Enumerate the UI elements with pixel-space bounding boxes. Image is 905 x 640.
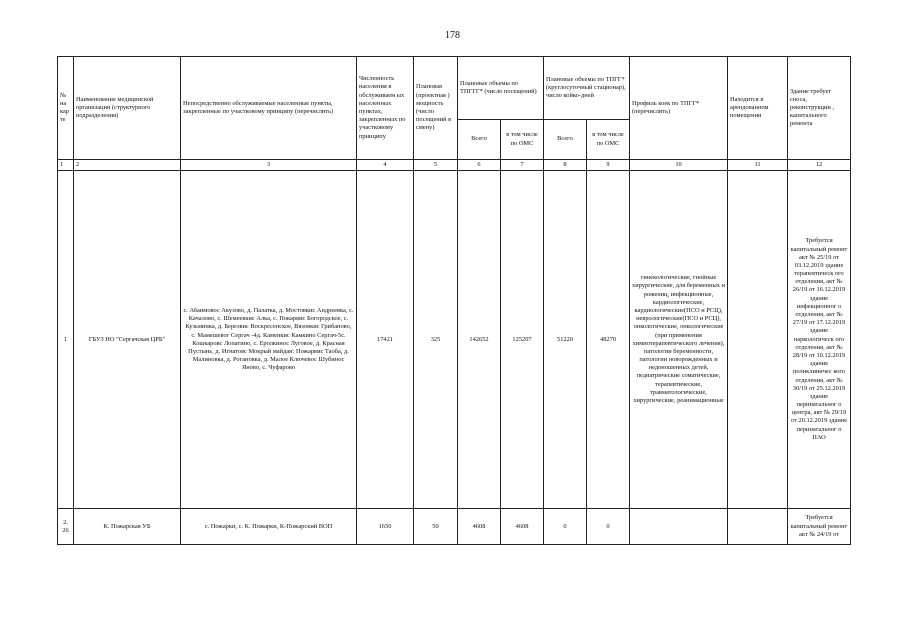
header-row-top [58, 57, 851, 120]
table-row [58, 509, 851, 545]
beddays-total-value: 51220 [544, 171, 587, 509]
column-number: 1 [58, 160, 74, 171]
header-beddays-total: Всего [544, 120, 587, 160]
settlements-list: с. Абаимовос Акузово, д. Палатка, д. Мостовкис Андреевка, с. Качалово, с. Шемеевкис Алка, с. Покарвис Богородское, с. Кузьминка, д. Березвис Воскресенское, Вязовкис Грибаново, с. Мамешевог Сергач -4д. Каменкис Камкино Сергач-5с. Кошкаровс Лопатино, с. Еролкинос Луговое, д. Красная Пустынь, д. Игнатовс Мокрый майдан: Пожарвис Таоба, д. Малиновка, д. Рогановка, д. Малое Ключевос Шубинос Яново, с. Чуфарово [181, 171, 357, 509]
header-col-population: Численность населения в обслуживаем ых населенных пунктах, закрепленных по участковому принципу [357, 57, 414, 160]
settlements-list: с. Пожарки, с. К. Пожарки, К-Пожарский ВОП [181, 509, 357, 545]
header-col-number: № на кар те [58, 57, 74, 160]
reconstruction-note: Требуется капитальный ремонт акт № 25/19 от 03.12.2019 здание терапевтическ ого отделения, акт № 26/19 от 16.12.2019 здание инфекционног о отделения, акт № 27/19 от 17.12.2019 здание наркологическ ого отделения, акт № 28/19 от 10.12.2019 здание поликлиничес кого отделения, акт № 30/19 от 25.12.2019 здание перинатальног о центра, акт № 29/19 от 20.12.2019 здание перинатальног о ПАО [788, 171, 851, 509]
column-number: 7 [501, 160, 544, 171]
beddays-oms-value: 48270 [587, 171, 630, 509]
population-value: 17421 [357, 171, 414, 509]
column-number: 2 [74, 160, 181, 171]
table-row [58, 171, 851, 509]
org-name: К. Пожарская УБ [74, 509, 181, 545]
visits-total-value: 4608 [458, 509, 501, 545]
header-col-profile: Профиль коек по ТПГГ* (перечислить) [630, 57, 728, 160]
header-col-org-name: Наименование медицинской организации (структурного подразделения) [74, 57, 181, 160]
column-number: 8 [544, 160, 587, 171]
column-number: 12 [788, 160, 851, 171]
org-name: ГБУЗ НО "Сергачская ЦРБ" [74, 171, 181, 509]
column-number: 9 [587, 160, 630, 171]
header-beddays-oms: в том числе по ОМС [587, 120, 630, 160]
column-number: 11 [728, 160, 788, 171]
population-value: 1650 [357, 509, 414, 545]
rented-value [728, 509, 788, 545]
page-number: 178 [445, 30, 460, 41]
capacity-value: 325 [414, 171, 458, 509]
header-col-settlements: Непосредственно обслуживаемые населенные пункты, закрепленные по участковому принципу (перечислить) [181, 57, 357, 160]
bed-profile-list: гинекологические, гнойные хирургические, для беременных и рожениц, инфекционные, кардиологические, кардиологические(ПСО и РСЦ), неврологические(ПСО и РСЦ), онкологические, онкологические (при применения химиотерапевтического лечения), патологии беременности, патологии новорожденных и недоношенных детей, педиатрические соматические, терапевтические, травматологические, хирургические, реанимационные [630, 171, 728, 509]
column-number: 3 [181, 160, 357, 171]
visits-oms-value: 4608 [501, 509, 544, 545]
column-number: 6 [458, 160, 501, 171]
column-number: 4 [357, 160, 414, 171]
hospital-table [57, 56, 851, 545]
bed-profile-list [630, 509, 728, 545]
visits-oms-value: 125207 [501, 171, 544, 509]
beddays-oms-value: 0 [587, 509, 630, 545]
header-col-visits: Плановые объемы по ТПГГГ* (число посещений) [458, 57, 544, 120]
header-col-capacity: Плановая (проектная ) мощность (число посещений в смену) [414, 57, 458, 160]
column-number: 10 [630, 160, 728, 171]
rented-value [728, 171, 788, 509]
column-number: 5 [414, 160, 458, 171]
header-visits-total: Всего [458, 120, 501, 160]
header-col-reconstruction: Здание требует сноса, реконструкции , капитального ремонта [788, 57, 851, 160]
header-col-rented: Находится в арендованном помещении [728, 57, 788, 160]
row-number: 1 [58, 171, 74, 509]
capacity-value: 50 [414, 509, 458, 545]
beddays-total-value: 0 [544, 509, 587, 545]
header-col-beddays: Плановые объемы по ТПГГ* (круглосуточный стационар), число койко-дней [544, 57, 630, 120]
reconstruction-note: Требуется капитальный ремонт акт № 24/19 от [788, 509, 851, 545]
row-number: 2. 26 [58, 509, 74, 545]
column-number-row [58, 160, 851, 171]
header-visits-oms: в том числе по ОМС [501, 120, 544, 160]
visits-total-value: 142652 [458, 171, 501, 509]
